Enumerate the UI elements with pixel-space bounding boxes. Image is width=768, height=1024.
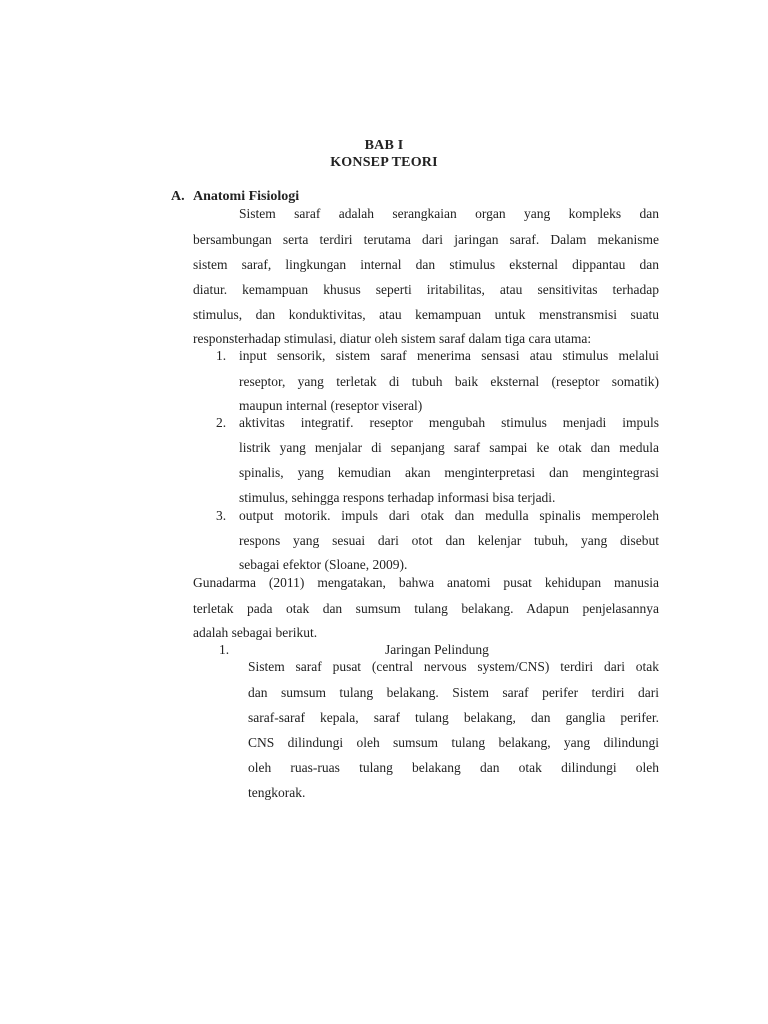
list-item-line: stimulus, sehingga respons terhadap informasi bisa terjadi. (239, 490, 556, 505)
list-item-line: aktivitas integratif. reseptor mengubah stimulus menjadi impuls (239, 415, 659, 430)
chapter-title: KONSEP TEORI (330, 155, 438, 170)
intro-line: bersambungan serta terdiri terutama dari jaringan saraf. Dalam mekanisme (193, 232, 659, 247)
section-letter: A. (171, 189, 185, 204)
list-item-line: output motorik. impuls dari otak dan medulla spinalis memperoleh (239, 508, 659, 523)
intro-line: Sistem saraf adalah serangkaian organ yang kompleks dan (239, 206, 659, 221)
list-number: 2. (216, 415, 227, 430)
list-item-line: spinalis, yang kemudian akan menginterpretasi dan mengintegrasi (239, 465, 659, 480)
sub-item-title: Jaringan Pelindung (385, 642, 489, 657)
sub-item-line: Sistem saraf pusat (central nervous system/CNS) terdiri dari otak (248, 659, 659, 674)
list-number: 1. (216, 348, 227, 363)
sub-item-line: tengkorak. (248, 785, 306, 800)
paragraph-line: Gunadarma (2011) mengatakan, bahwa anatomi pusat kehidupan manusia (193, 575, 659, 590)
list-item-line: maupun internal (reseptor viseral) (239, 398, 423, 413)
sub-item-line: oleh ruas-ruas tulang belakang dan otak dilindungi oleh (248, 760, 659, 775)
sub-item-line: dan sumsum tulang belakang. Sistem saraf perifer terdiri dari (248, 685, 659, 700)
intro-line: sistem saraf, lingkungan internal dan stimulus eksternal dippantau dan (193, 257, 659, 272)
list-item-line: respons yang sesuai dari otot dan kelenjar tubuh, yang disebut (239, 533, 659, 548)
list-item-line: reseptor, yang terletak di tubuh baik eksternal (reseptor somatik) (239, 374, 659, 389)
sub-item-number: 1. (219, 642, 230, 657)
paragraph-line: terletak pada otak dan sumsum tulang belakang. Adapun penjelasannya (193, 601, 659, 616)
intro-line: stimulus, dan konduktivitas, atau kemampuan untuk menstransmisi suatu (193, 307, 659, 322)
intro-line: responsterhadap stimulasi, diatur oleh sistem saraf dalam tiga cara utama: (193, 331, 592, 346)
list-item-line: listrik yang menjalar di sepanjang saraf sampai ke otak dan medula (239, 440, 659, 455)
paragraph-line: adalah sebagai berikut. (193, 625, 318, 640)
sub-item-line: saraf-saraf kepala, saraf tulang belakang, dan ganglia perifer. (248, 710, 659, 725)
list-item-line: input sensorik, sistem saraf menerima sensasi atau stimulus melalui (239, 348, 659, 363)
list-item-line: sebagai efektor (Sloane, 2009). (239, 557, 408, 572)
sub-item-line: CNS dilindungi oleh sumsum tulang belakang, yang dilindungi (248, 735, 659, 750)
chapter-label: BAB I (364, 138, 404, 153)
section-title: Anatomi Fisiologi (193, 189, 300, 204)
list-number: 3. (216, 508, 227, 523)
intro-line: diatur. kemampuan khusus seperti iritabilitas, atau sensitivitas terhadap (193, 282, 659, 297)
